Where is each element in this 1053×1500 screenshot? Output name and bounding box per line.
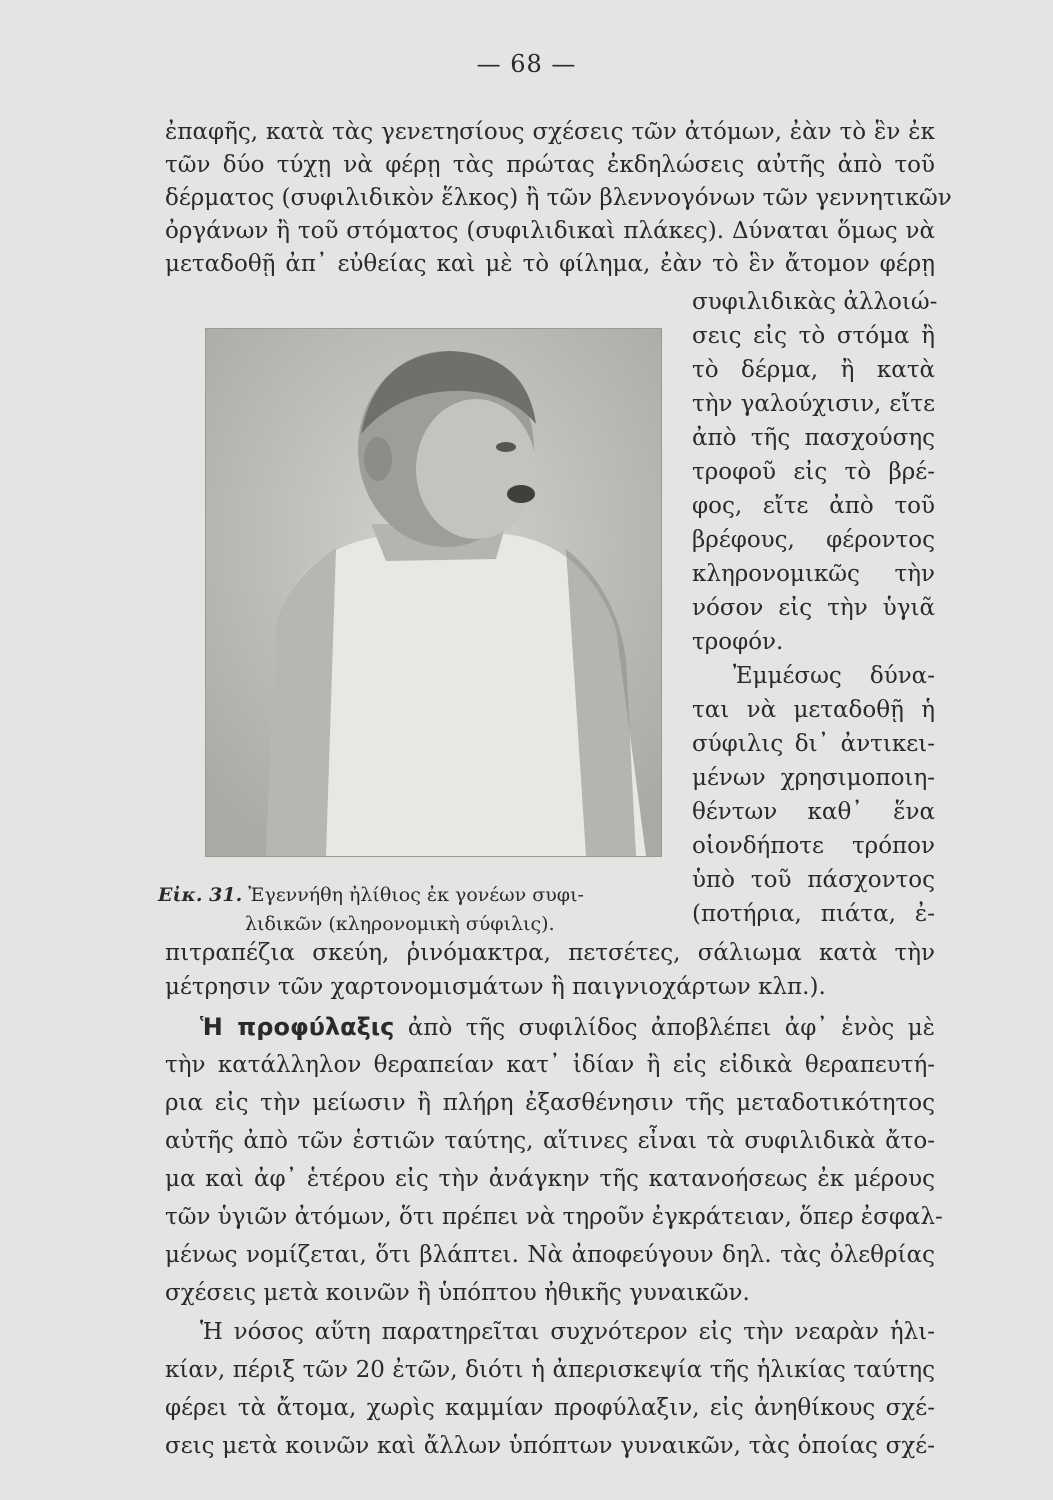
text-line: Ἐμμέσως δύνα- xyxy=(733,663,935,689)
text-line: μα καὶ ἀφ᾽ ἑτέρου εἰς τὴν ἀνάγκην τῆς κατανοήσεως ἐκ μέρους xyxy=(165,1166,935,1192)
caption-text-2: λιδικῶν (κληρονομικὴ σύφιλις). xyxy=(245,913,555,935)
text-line: ἐπαφῆς, κατὰ τὰς γενετησίους σχέσεις τῶν ἀτόμων, ἐὰν τὸ ἓν ἐκ xyxy=(165,119,935,145)
text-line: μεταδοθῇ ἀπ᾽ εὐθείας καὶ μὲ τὸ φίλημα, ἐὰν τὸ ἓν ἄτομον φέρῃ xyxy=(165,251,935,277)
text-line: μένως νομίζεται, ὅτι βλάπτει. Νὰ ἀποφεύγουν δηλ. τὰς ὀλεθρίας xyxy=(165,1242,935,1268)
figure-photograph xyxy=(205,328,662,857)
text-line: τὸ δέρμα, ἢ κατὰ xyxy=(692,357,935,383)
figure-label: Εἰκ. 31. xyxy=(158,884,243,906)
text-line: μέτρησιν τῶν χαρτονομισμάτων ἢ παιγνιοχάρτων κλπ.). xyxy=(165,974,826,1000)
text-line: τὴν γαλούχισιν, εἴτε xyxy=(692,391,935,417)
text-line: σύφιλις δι᾽ ἀντικει- xyxy=(692,731,935,757)
text-line: βρέφους, φέροντος xyxy=(692,527,935,553)
text-line: φος, εἴτε ἀπὸ τοῦ xyxy=(692,493,935,519)
text-line: σεις μετὰ κοινῶν καὶ ἄλλων ὑπόπτων γυναικῶν, τὰς ὁποίας σχέ- xyxy=(165,1433,935,1459)
text-span: ἀπὸ τῆς συφιλίδος ἀποβλέπει ἀφ᾽ ἑνὸς μὲ xyxy=(407,1015,936,1041)
text-line: κληρονομικῶς τὴν xyxy=(692,561,935,587)
text-line: φέρει τὰ ἄτομα, χωρὶς καμμίαν προφύλαξιν, εἰς ἀνηθίκους σχέ- xyxy=(165,1395,935,1421)
text-line: σχέσεις μετὰ κοινῶν ἢ ὑπόπτου ἠθικῆς γυναικῶν. xyxy=(165,1280,750,1306)
caption-text: Ἐγεννήθη ἠλίθιος ἐκ γονέων συφι- xyxy=(248,884,584,906)
text-line: ὑπὸ τοῦ πάσχοντος xyxy=(692,867,935,893)
text-line: τροφόν. xyxy=(692,629,784,655)
text-line: Ἡ νόσος αὕτη παρατηρεῖται συχνότερον εἰς τὴν νεαρὰν ἡλι- xyxy=(200,1319,935,1345)
section-heading: Ἡ προφύλαξις xyxy=(200,1013,395,1041)
paragraph-first-line xyxy=(200,1011,935,1044)
page-number: — 68 — xyxy=(476,50,577,78)
text-line: σεις εἰς τὸ στόμα ἢ xyxy=(692,323,935,349)
text-line: δέρματος (συφιλιδικὸν ἕλκος) ἢ τῶν βλεννογόνων τῶν γεννητικῶν xyxy=(165,185,952,211)
text-line: πιτραπέζια σκεύη, ῥινόμακτρα, πετσέτες, σάλιωμα κατὰ τὴν xyxy=(165,940,935,966)
text-line: τὴν κατάλληλον θεραπείαν κατ᾽ ἰδίαν ἢ εἰς εἰδικὰ θεραπευτή- xyxy=(165,1052,935,1078)
text-line: θέντων καθ᾽ ἕνα xyxy=(692,799,935,825)
text-line: αὐτῆς ἀπὸ τῶν ἑστιῶν ταύτης, αἵτινες εἶναι τὰ συφιλιδικὰ ἄτο- xyxy=(165,1128,935,1154)
text-line: συφιλιδικὰς ἀλλοιώ- xyxy=(692,289,938,315)
text-line: ἀπὸ τῆς πασχούσης xyxy=(692,425,935,451)
text-line: οἱονδήποτε τρόπον xyxy=(692,833,935,859)
text-line: τροφοῦ εἰς τὸ βρέ- xyxy=(692,459,935,485)
text-line: ὀργάνων ἢ τοῦ στόματος (συφιλιδικαὶ πλάκες). Δύναται ὅμως νὰ xyxy=(165,218,935,244)
text-line: κίαν, πέριξ τῶν 20 ἐτῶν, διότι ἡ ἀπερισκεψία τῆς ἡλικίας ταύτης xyxy=(165,1357,935,1383)
text-line: νόσον εἰς τὴν ὑγιᾶ xyxy=(692,595,935,621)
text-line: (ποτήρια, πιάτα, ἐ- xyxy=(692,901,935,927)
text-line: μένων χρησιμοποιη- xyxy=(692,765,935,791)
text-line: ται νὰ μεταδοθῇ ἡ xyxy=(692,697,935,723)
text-line: τῶν δύο τύχῃ νὰ φέρῃ τὰς πρώτας ἐκδηλώσεις αὐτῆς ἀπὸ τοῦ xyxy=(165,152,935,178)
figure-caption xyxy=(158,881,584,909)
text-line: τῶν ὑγιῶν ἀτόμων, ὅτι πρέπει νὰ τηροῦν ἐγκράτειαν, ὅπερ ἐσφαλ- xyxy=(165,1204,943,1230)
text-line: ρια εἰς τὴν μείωσιν ἢ πλήρη ἐξασθένησιν τῆς μεταδοτικότητος xyxy=(165,1090,935,1116)
